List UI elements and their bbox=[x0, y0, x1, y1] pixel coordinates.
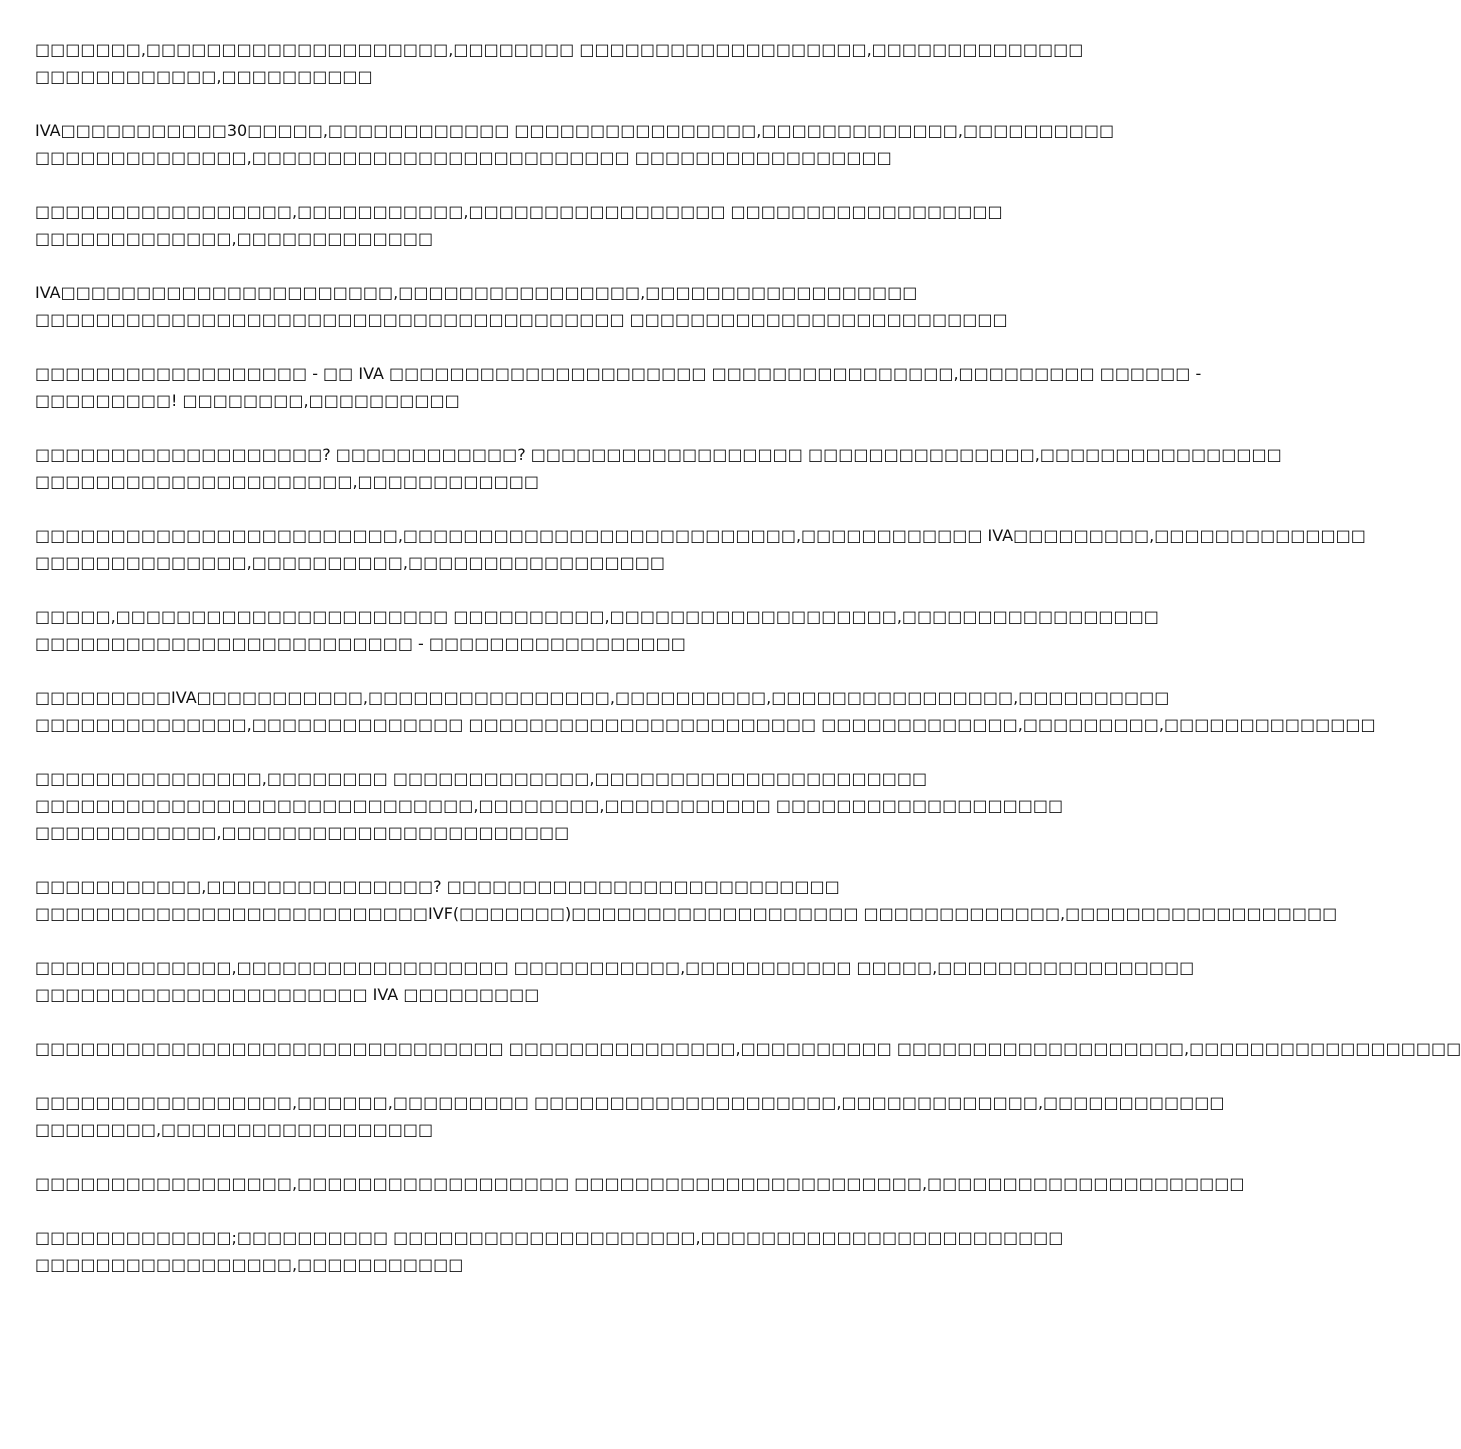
paragraph-line: □□□□□,□□□□□□□□□□□□□□□□□□□□□□ □□□□□□□□□□,□□□□□□□□□□□□□□□□□□□,□□□□□□□□□□□□□□□□□ bbox=[35, 607, 1159, 626]
paragraph-line: □□□□□□□□□□□□□□□□□□□□□□□□□□□□□,□□□□□□□□,□□□□□□□□□□□ □□□□□□□□□□□□□□□□□□□ bbox=[35, 796, 1064, 815]
paragraph bbox=[35, 1035, 1461, 1062]
paragraph-line: □□□□□□□□□□□□□□□□□□□□□□□□□□□□□□□□□□□□□□□ □□□□□□□□□□□□□□□□□□□□□□□□□ bbox=[35, 310, 1008, 329]
paragraph-line: □□□□□□□□□□□,□□□□□□□□□□□□□□□? □□□□□□□□□□□□□□□□□□□□□□□□□□ bbox=[35, 877, 840, 896]
paragraph-line: □□□□□□□□□IVA□□□□□□□□□□□,□□□□□□□□□□□□□□□□,□□□□□□□□□□,□□□□□□□□□□□□□□□□,□□□□□□□□□□ bbox=[35, 688, 1170, 707]
paragraph-line: □□□□□□□□□□□□□□□□□,□□□□□□□□□□□ bbox=[35, 1255, 464, 1274]
paragraph-line: □□□□□□□□□□□□□□□□□□□□□□□□□ - □□□□□□□□□□□□□□□□□ bbox=[35, 634, 686, 653]
paragraph-line: □□□□□□□□□□□□□,□□□□□□□□□□□□□□□□□□ □□□□□□□□□□□,□□□□□□□□□□□ □□□□□,□□□□□□□□□□□□□□□□□ bbox=[35, 958, 1195, 977]
paragraph-line: □□□□□□□□□□□□□□□□□□□? □□□□□□□□□□□□? □□□□□□□□□□□□□□□□□□ □□□□□□□□□□□□□□□,□□□□□□□□□□□□□□□□ bbox=[35, 445, 1282, 464]
paragraph-line: □□□□□□□□,□□□□□□□□□□□□□□□□□□ bbox=[35, 1120, 434, 1139]
paragraph-line: □□□□□□□□□□□□□□,□□□□□□□□□□□□□□ □□□□□□□□□□□□□□□□□□□□□□□ □□□□□□□□□□□□□,□□□□□□□□□,□□□□□□□□□□□□□□ bbox=[35, 715, 1376, 734]
paragraph-line: □□□□□□□,□□□□□□□□□□□□□□□□□□□□,□□□□□□□□ □□□□□□□□□□□□□□□□□□□,□□□□□□□□□□□□□□ bbox=[35, 40, 1084, 59]
paragraph bbox=[35, 279, 1008, 333]
paragraph-line: □□□□□□□□□□□□□□□□□□□□□,□□□□□□□□□□□□ bbox=[35, 472, 539, 491]
paragraph bbox=[35, 117, 1115, 171]
paragraph-line: IVA□□□□□□□□□□□30□□□□□,□□□□□□□□□□□□ □□□□□□□□□□□□□□□□,□□□□□□□□□□□□□,□□□□□□□□□□ bbox=[35, 121, 1115, 140]
paragraph bbox=[35, 36, 1084, 90]
paragraph bbox=[35, 765, 1064, 846]
paragraph bbox=[35, 684, 1376, 738]
paragraph-line: □□□□□□□□□□□□□;□□□□□□□□□□ □□□□□□□□□□□□□□□□□□□□,□□□□□□□□□□□□□□□□□□□□□□□□ bbox=[35, 1228, 1064, 1247]
paragraph bbox=[35, 1224, 1064, 1278]
paragraph-line: □□□□□□□□□□□□□□,□□□□□□□□□□□□□□□□□□□□□□□□□ □□□□□□□□□□□□□□□□□ bbox=[35, 148, 892, 167]
paragraph-line: □□□□□□□□□□□□□□□□□□□□□□ IVA □□□□□□□□□ bbox=[35, 985, 540, 1004]
paragraph-line: □□□□□□□□□□□□□,□□□□□□□□□□□□□ bbox=[35, 229, 434, 248]
paragraph bbox=[35, 873, 1338, 927]
paragraph bbox=[35, 1089, 1225, 1143]
paragraph-line: □□□□□□□□□□□□□□□□□□□□□□□□□□IVF(□□□□□□□)□□□□□□□□□□□□□□□□□□□ □□□□□□□□□□□□□,□□□□□□□□□□□□□□□□□□ bbox=[35, 904, 1338, 923]
paragraph-line: □□□□□□□□□□□□□□□□□,□□□□□□□□□□□□□□□□□□ □□□□□□□□□□□□□□□□□□□□□□□,□□□□□□□□□□□□□□□□□□□□□ bbox=[35, 1174, 1245, 1193]
paragraph bbox=[35, 198, 1003, 252]
paragraph-line: □□□□□□□□□□□□□□□□□□□□□□□□□□□□□□□ □□□□□□□□□□□□□□□,□□□□□□□□□□ □□□□□□□□□□□□□□□□□□□,□□□□□□□□□□□□□□□□□□ bbox=[35, 1039, 1461, 1058]
paragraph bbox=[35, 522, 1366, 576]
paragraph-line: □□□□□□□□□! □□□□□□□□,□□□□□□□□□□ bbox=[35, 391, 460, 410]
paragraph-line: □□□□□□□□□□□□□□□□□□□□□□□□,□□□□□□□□□□□□□□□□□□□□□□□□□□,□□□□□□□□□□□□ IVA□□□□□□□□□,□□□□□□□□□□□□□□ bbox=[35, 526, 1366, 545]
paragraph bbox=[35, 603, 1159, 657]
paragraph-line: □□□□□□□□□□□□□□□□□,□□□□□□□□□□□,□□□□□□□□□□□□□□□□□ □□□□□□□□□□□□□□□□□□ bbox=[35, 202, 1003, 221]
paragraph-line: □□□□□□□□□□□□,□□□□□□□□□□□□□□□□□□□□□□□ bbox=[35, 823, 570, 842]
paragraph bbox=[35, 441, 1282, 495]
paragraph bbox=[35, 1170, 1245, 1197]
paragraph-line: □□□□□□□□□□□□□□□,□□□□□□□□ □□□□□□□□□□□□□,□□□□□□□□□□□□□□□□□□□□□□ bbox=[35, 769, 928, 788]
document-body bbox=[35, 36, 1461, 1305]
paragraph-line: □□□□□□□□□□□□□□□□□,□□□□□□,□□□□□□□□□ □□□□□□□□□□□□□□□□□□□□,□□□□□□□□□□□□□,□□□□□□□□□□□□ bbox=[35, 1093, 1225, 1112]
paragraph-line: □□□□□□□□□□□□□□□□□□ - □□ IVA □□□□□□□□□□□□□□□□□□□□□ □□□□□□□□□□□□□□□□,□□□□□□□□□ □□□□□□ - bbox=[35, 364, 1202, 383]
paragraph-line: □□□□□□□□□□□□,□□□□□□□□□□ bbox=[35, 67, 373, 86]
paragraph-line: □□□□□□□□□□□□□□,□□□□□□□□□□,□□□□□□□□□□□□□□□□□ bbox=[35, 553, 665, 572]
paragraph bbox=[35, 360, 1202, 414]
paragraph-line: IVA□□□□□□□□□□□□□□□□□□□□□□,□□□□□□□□□□□□□□□□,□□□□□□□□□□□□□□□□□□ bbox=[35, 283, 918, 302]
paragraph bbox=[35, 954, 1195, 1008]
